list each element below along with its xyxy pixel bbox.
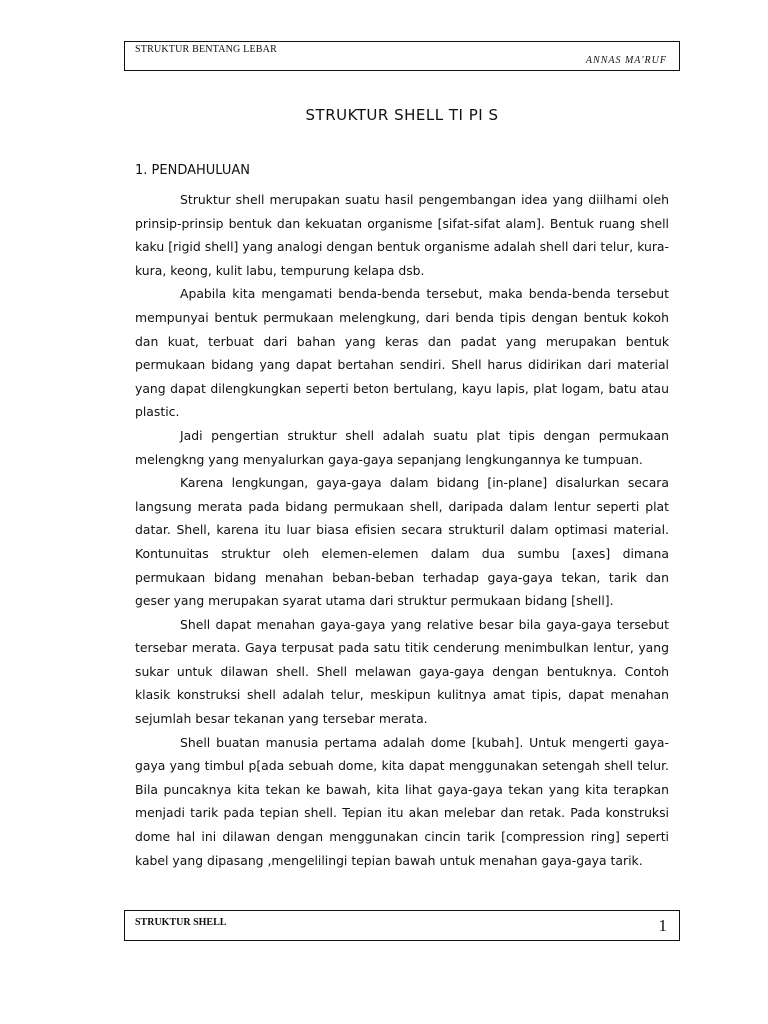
page-header [124,41,680,71]
paragraph-4: Karena lengkungan, gaya-gaya dalam bidang [in-plane] disalurkan secara langsung merata pada bidang permukaan shell, daripada dalam lentur seperti plat datar. Shell, karena itu luar biasa efisien secara strukturil dalam optimasi material. Kontunuitas struktur oleh elemen-elemen dalam dua sumbu [axes] dimana permukaan bidang menahan beban-beban terhadap gaya-gaya tekan, tarik dan geser yang merupakan syarat utama dari struktur permukaan bidang [shell]. [135,475,669,609]
paragraph-2: Apabila kita mengamati benda-benda tersebut, maka benda-benda tersebut mempunyai bentuk permukaan melengkung, dari benda tipis dengan bentuk kokoh dan kuat, terbuat dari bahan yang keras dan padat yang merupakan bentuk permukaan bidang yang dapat bertahan sendiri. Shell harus didirikan dari material yang dapat dilengkungkan seperti beton bertulang, kayu lapis, plat logam, batu atau plastic. [135,286,669,420]
header-author: ANNAS MA'RUF [585,55,667,66]
paragraph-3: Jadi pengertian struktur shell adalah suatu plat tipis dengan permukaan melengkng yang menyalurkan gaya-gaya sepanjang lengkungannya ke tumpuan. [135,427,669,467]
paragraph-1: Struktur shell merupakan suatu hasil pengembangan idea yang diilhami oleh prinsip-prinsip bentuk dan kekuatan organisme [sifat-sifat alam]. Bentuk ruang shell kaku [rigid shell] yang analogi dengan bentuk organisme adalah shell dari telur, kura-kura, keong, kulit labu, tempurung kelapa dsb. [135,192,669,278]
page-footer [124,910,680,941]
page-number: 1 [658,916,667,935]
document-title: STRUKTUR SHELL TI PI S [305,106,499,124]
section-heading: 1. PENDAHULUAN [135,163,251,178]
paragraph-5: Shell dapat menahan gaya-gaya yang relative besar bila gaya-gaya tersebut tersebar merata. Gaya terpusat pada satu titik cenderung menimbulkan lentur, yang sukar untuk dilawan shell. Shell melawan gaya-gaya dengan bentuknya. Contoh klasik konstruksi shell adalah telur, meskipun kulitnya amat tipis, dapat menahan sejumlah besar tekanan yang tersebar merata. [135,616,669,727]
paragraph-6: Shell buatan manusia pertama adalah dome [kubah]. Untuk mengerti gaya-gaya yang timbul p[ada sebuah dome, kita dapat menggunakan setengah shell telur. Bila puncaknya kita tekan ke bawah, kita lihat gaya-gaya tekan yang kita terapkan menjadi tarik pada tepian shell. Tepian itu akan melebar dan retak. Pada konstruksi dome hal ini dilawan dengan menggunakan cincin tarik [compression ring] seperti kabel yang dipasang ,mengelilingi tepian bawah untuk menahan gaya-gaya tarik. [135,734,669,868]
header-course-title: STRUKTUR BENTANG LEBAR [135,44,277,55]
body-text [135,188,669,872]
footer-chapter-title: STRUKTUR SHELL [135,917,227,928]
